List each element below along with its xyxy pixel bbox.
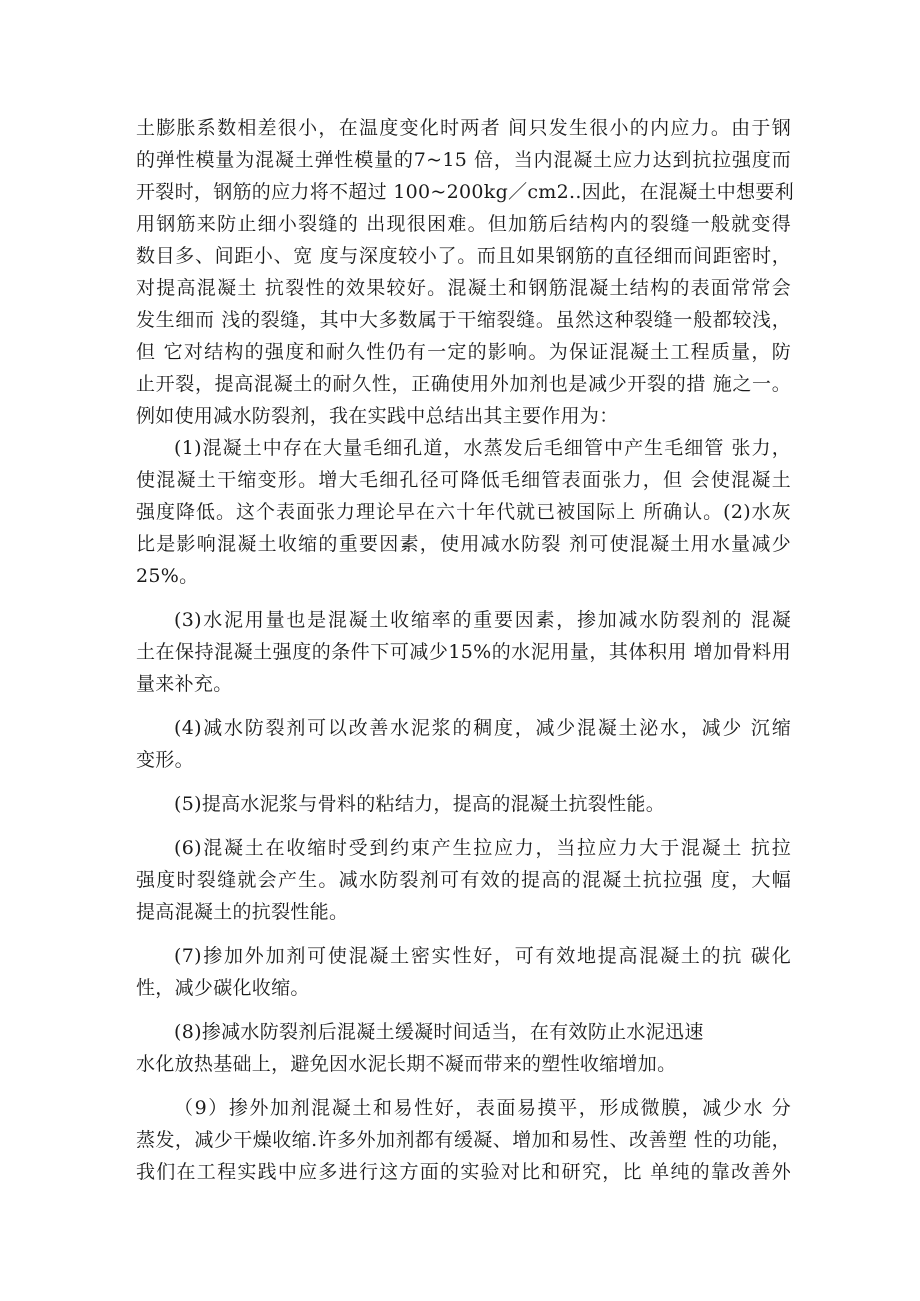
paragraph <box>136 940 791 1004</box>
text-line: 发生细而 浅的裂缝，其中大多数属于干缩裂缝。虽然这种裂缝一般都较浅， <box>136 309 791 331</box>
text-line: 强度时裂缝就会产生。减水防裂剂可有效的提高的混凝土抗拉强 度，大幅 <box>136 869 791 891</box>
text-line: 但 它对结构的强度和耐久性仍有一定的影响。为保证混凝土工程质量，防 <box>136 341 791 363</box>
text-line: 25%。 <box>136 565 199 587</box>
text-line: 量来补充。 <box>136 673 233 695</box>
text-line: (3)水泥用量也是混凝土收缩率的重要因素，掺加减水防裂剂的 混凝 <box>174 609 791 631</box>
text-line: 例如使用减水防裂剂，我在实践中总结出其主要作用为： <box>136 405 619 427</box>
text-line: 我们在工程实践中应多进行这方面的实验对比和研究，比 单纯的靠改善外 <box>136 1161 791 1183</box>
paragraph-spacer <box>136 1080 791 1092</box>
text-line: 数目多、间距小、宽 度与深度较小了。而且如果钢筋的直径细而间距密时， <box>136 245 791 267</box>
text-line: 的弹性模量为混凝土弹性模量的7~15 倍，当内混凝土应力达到抗拉强度而 <box>136 149 791 171</box>
paragraph-spacer <box>136 776 791 788</box>
text-line: (8)掺减水防裂剂后混凝土缓凝时间适当，在有效防止水泥迅速 <box>174 1021 704 1043</box>
paragraph-spacer <box>136 592 791 604</box>
text-line: (4)减水防裂剂可以改善水泥浆的稠度，减少混凝土泌水，减少 沉缩 <box>174 717 791 739</box>
paragraph <box>136 604 791 700</box>
paragraph-spacer <box>136 1004 791 1016</box>
paragraph <box>136 432 791 592</box>
text-line: （9）掺外加剂混凝土和易性好，表面易摸平，形成微膜，减少水 分 <box>174 1097 791 1119</box>
paragraph <box>136 1092 791 1188</box>
text-line: 用钢筋来防止细小裂缝的 出现很困难。但加筋后结构内的裂缝一般就变得 <box>136 213 791 235</box>
text-line: 土膨胀系数相差很小，在温度变化时两者 间只发生很小的内应力。由于钢 <box>136 117 791 139</box>
paragraph <box>136 712 791 776</box>
text-line: (6)混凝土在收缩时受到约束产生拉应力，当拉应力大于混凝土 抗拉 <box>174 837 791 859</box>
text-line: 蒸发，减少干燥收缩.许多外加剂都有缓凝、增加和易性、改善塑 性的功能， <box>136 1129 791 1151</box>
text-line: 使混凝土干缩变形。增大毛细孔径可降低毛细管表面张力，但 会使混凝土 <box>136 469 791 491</box>
text-line: 对提高混凝土 抗裂性的效果较好。混凝土和钢筋混凝土结构的表面常常会 <box>136 277 791 299</box>
text-line: 变形。 <box>136 749 194 771</box>
paragraph-spacer <box>136 928 791 940</box>
text-line: 开裂时，钢筋的应力将不超过 100~200kg／cm2..因此，在混凝土中想要利 <box>136 181 794 203</box>
paragraph-spacer <box>136 820 791 832</box>
text-line: 水化放热基础上，避免因水泥长期不凝而带来的塑性收缩增加。 <box>136 1053 677 1075</box>
document-body <box>136 112 794 1188</box>
text-line: 强度降低。这个表面张力理论早在六十年代就已被国际上 所确认。(2)水灰 <box>136 501 791 523</box>
text-line: (7)掺加外加剂可使混凝土密实性好，可有效地提高混凝土的抗 碳化 <box>174 945 791 967</box>
text-line: (1)混凝土中存在大量毛细孔道，水蒸发后毛细管中产生毛细管 张力， <box>174 437 791 459</box>
text-line: 提高混凝土的抗裂性能。 <box>136 901 349 923</box>
paragraph <box>136 788 791 820</box>
text-line: 性，减少碳化收缩。 <box>136 977 310 999</box>
text-line: 土在保持混凝土强度的条件下可减少15%的水泥用量，其体积用 增加骨料用 <box>136 641 791 663</box>
paragraph-spacer <box>136 700 791 712</box>
text-line: (5)提高水泥浆与骨料的粘结力，提高的混凝土抗裂性能。 <box>174 793 666 815</box>
text-line: 比是影响混凝土收缩的重要因素，使用减水防裂 剂可使混凝土用水量减少 <box>136 533 791 555</box>
paragraph <box>136 832 791 928</box>
paragraph <box>136 1016 791 1080</box>
text-line: 止开裂，提高混凝土的耐久性，正确使用外加剂也是减少开裂的措 施之一。 <box>136 373 791 395</box>
paragraph <box>136 112 794 432</box>
